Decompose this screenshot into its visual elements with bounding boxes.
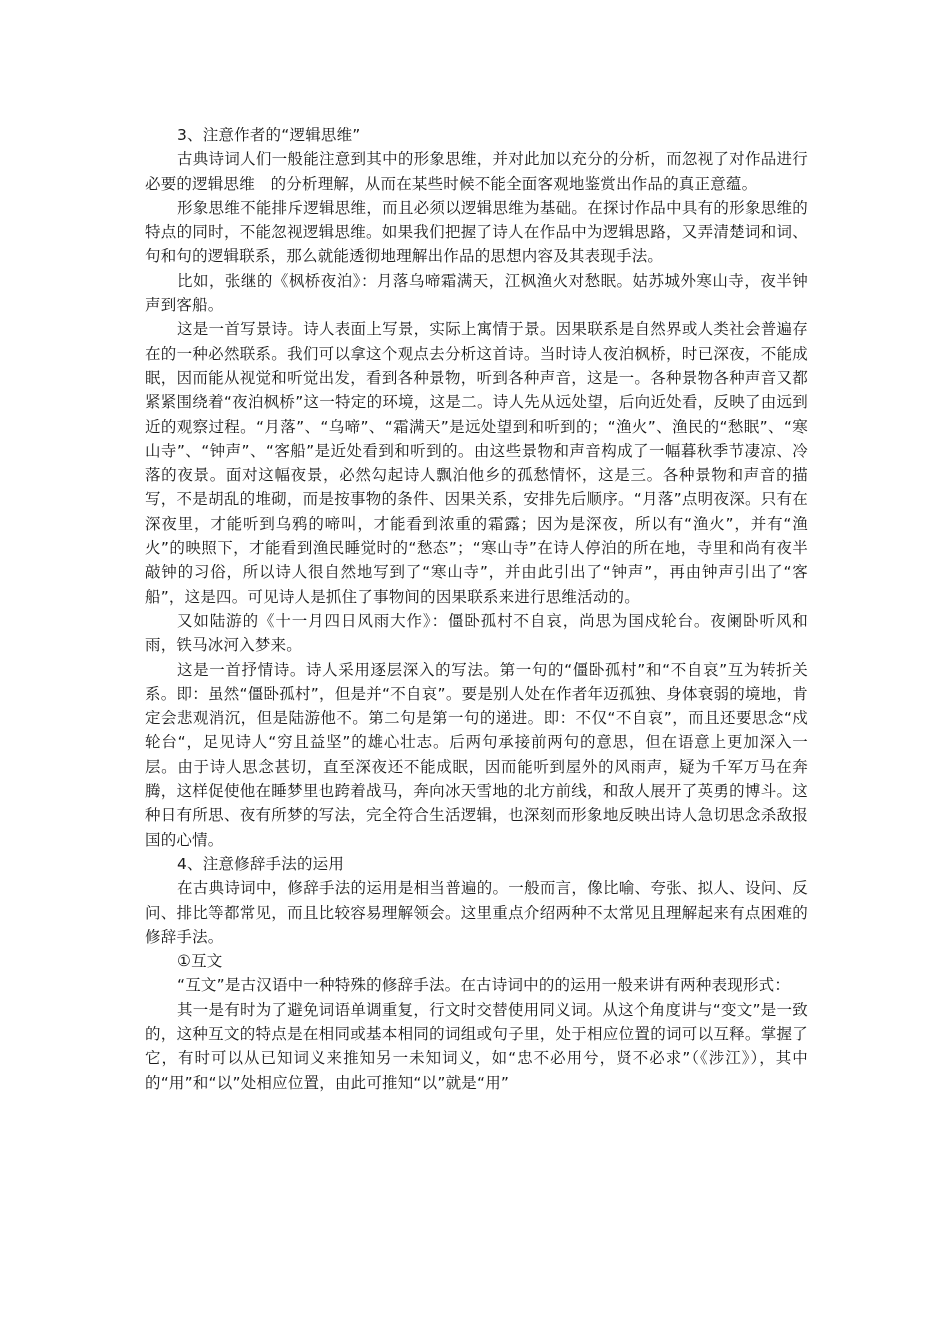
paragraph-poem-quote: 又如陆游的《十一月四日风雨大作》：僵卧孤村不自哀，尚思为国戍轮台。夜阑卧听风和雨，铁马冰河入梦来。 bbox=[145, 611, 808, 655]
paragraph: 其一是有时为了避免词语单调重复，行文时交替使用同义词。从这个角度讲与“变文”是一致的，这种互文的特点是在相同或基本相同的词组或句子里，处于相应位置的词可以互释。掌握了它，有时可以从已知词义来推知另一未知词义，如“忠不必用兮，贤不必求”（《涉江》），其中的“用”和“以”处相应位置，由此可推知“以”就是“用” bbox=[145, 1000, 808, 1092]
document-body bbox=[145, 123, 808, 1095]
section-heading-rhetoric: 4、注意修辞手法的运用 bbox=[177, 854, 345, 873]
paragraph: 在古典诗词中，修辞手法的运用是相当普遍的。一般而言，像比喻、夸张、拟人、设问、反问、排比等都常见，而且比较容易理解领会。这里重点介绍两种不太常见且理解起来有点困难的修辞手法。 bbox=[145, 879, 808, 946]
section-heading-logic: 3、注意作者的“逻辑思维” bbox=[177, 126, 361, 144]
paragraph: “互文”是古汉语中一种特殊的修辞手法。在古诗词中的的运用一般来讲有两种表现形式： bbox=[177, 976, 791, 995]
paragraph: 这是一首抒情诗。诗人采用逐层深入的写法。第一句的“僵卧孤村”和“不自哀”互为转折关系。即：虽然“僵卧孤村”，但是并“不自哀”。要是别人处在作者年迈孤独、身体衰弱的境地，肯定会悲观消沉，但是陆游他不。第二句是第一句的递进。即：不仅“不自哀”，而且还要思念“戍轮台“，足见诗人“穷且益坚”的雄心壮志。后两句承接前两句的意思，但在语意上更加深入一层。由于诗人思念甚切，直至深夜还不能成眠，因而能听到屋外的风雨声，疑为千军万马在奔腾，这样促使他在睡梦里也跨着战马，奔向冰天雪地的北方前线，和敌人展开了英勇的博斗。这种日有所思、夜有所梦的写法，完全符合生活逻辑，也深刻而形象地反映出诗人急切思念杀敌报国的心情。 bbox=[145, 660, 808, 849]
paragraph: 形象思维不能排斥逻辑思维，而且必须以逻辑思维为基础。在探讨作品中具有的形象思维的特点的同时，不能忽视逻辑思维。如果我们把握了诗人在作品中为逻辑思路，又弄清楚词和词、句和句的逻辑联系，那么就能透彻地理解出作品的思想内容及其表现手法。 bbox=[145, 198, 808, 266]
paragraph: 这是一首写景诗。诗人表面上写景，实际上寓情于景。因果联系是自然界或人类社会普遍存在的一种必然联系。我们可以拿这个观点去分析这首诗。当时诗人夜泊枫桥，时已深夜，不能成眠，因而能从视觉和听觉出发，看到各种景物，听到各种声音，这是一。各种景物各种声音又都紧紧围绕着“夜泊枫桥”这一特定的环境，这是二。诗人先从远处望，后向近处看，反映了由远到近的观察过程。“月落”、“乌啼”、“霜满天”是远处望到和听到的；“渔火”、渔民的“愁眠”、“寒山寺”、“钟声”、“客船”是近处看到和听到的。由这些景物和声音构成了一幅暮秋季节凄凉、冷落的夜景。面对这幅夜景，必然勾起诗人飘泊他乡的孤愁情怀，这是三。各种景物和声音的描写，不是胡乱的堆砌，而是按事物的条件、因果关系，安排先后顺序。“月落”点明夜深。只有在深夜里，才能听到乌鸦的啼叫，才能看到浓重的霜露；因为是深夜，所以有“渔火”，并有“渔火”的映照下，才能看到渔民睡觉时的“愁态”；“寒山寺”在诗人停泊的所在地，寺里和尚有夜半敲钟的习俗，所以诗人很自然地写到了“寒山寺”，并由此引出了“钟声”，再由钟声引出了“客船”，这是四。可见诗人是抓住了事物间的因果联系来进行思维活动的。 bbox=[145, 320, 808, 606]
subsection-heading-huwen: ①互文 bbox=[177, 952, 223, 971]
paragraph: 古典诗词人们一般能注意到其中的形象思维，并对此加以充分的分析，而忽视了对作品进行必要的逻辑思维 的分析理解，从而在某些时候不能全面客观地鉴赏出作品的真正意蕴。 bbox=[145, 150, 808, 193]
paragraph-poem-quote: 比如，张继的《枫桥夜泊》：月落乌啼霜满天，江枫渔火对愁眠。姑苏城外寒山寺，夜半钟声到客船。 bbox=[145, 271, 808, 315]
